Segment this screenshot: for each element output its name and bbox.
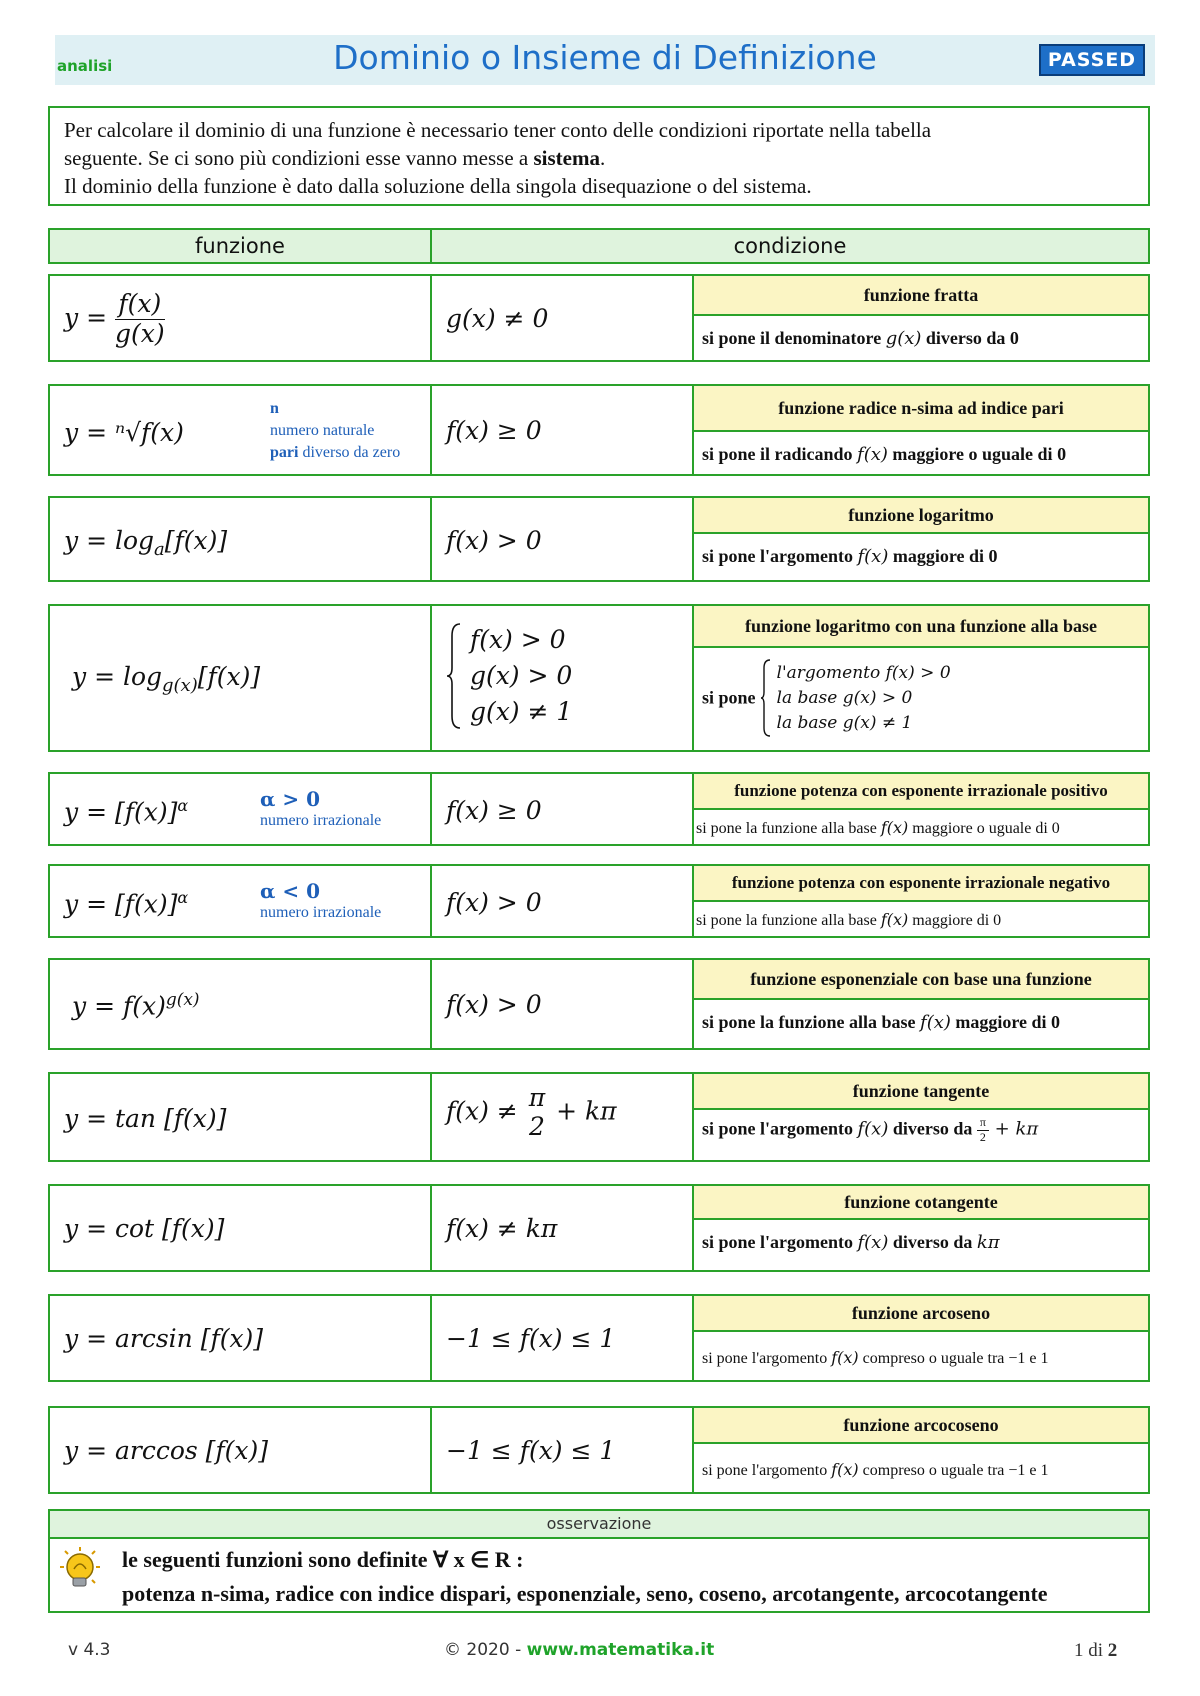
brace-icon — [760, 658, 772, 738]
note-body: si pone la funzione alla base f(x) maggiore o uguale di 0 — [696, 818, 1060, 837]
condition-cell — [432, 276, 694, 360]
function-formula: y = $\frac{f(x)}{g(x)}$ — [64, 289, 165, 348]
table-row — [48, 864, 1150, 938]
note-cell — [694, 1408, 1148, 1492]
note-title: funzione logaritmo — [694, 498, 1148, 534]
condition-formula: f(x) ≠ kπ — [446, 1214, 558, 1243]
table-row — [48, 496, 1150, 582]
condition-formula: −1 ≤ f(x) ≤ 1 — [446, 1436, 616, 1465]
condition-cell — [432, 386, 694, 474]
observation-title: osservazione — [50, 1511, 1148, 1539]
condition-cell — [432, 498, 694, 580]
function-formula: y = cot [f(x)] — [64, 1214, 225, 1243]
note-title: funzione arcoseno — [694, 1296, 1148, 1332]
note-body: si pone l'argomento f(x) compreso o uguale tra −1 e 1 — [702, 1348, 1049, 1367]
function-cell — [50, 960, 432, 1048]
condition-formula: g(x) ≠ 0 — [446, 304, 549, 333]
condition-cell — [432, 774, 694, 844]
note-title: funzione tangente — [694, 1074, 1148, 1110]
note-body: si pone la funzione alla base f(x) maggiore di 0 — [702, 1012, 1061, 1033]
page-title: Dominio o Insieme di Definizione — [333, 38, 877, 77]
note-body: si pone l'argomento f(x) diverso da $\frac{\pi}{2}$ + kπ — [702, 1115, 1039, 1144]
note-body: si pone l'argomento f(x) > 0 la base g(x) > 0 la base g(x) ≠ 1 — [702, 658, 1144, 738]
function-cell — [50, 1186, 432, 1270]
function-cell — [50, 1408, 432, 1492]
observation-box — [48, 1509, 1150, 1613]
footer-version: v 4.3 — [68, 1640, 111, 1660]
function-formula: $y = \log_a[f(x)]$ — [64, 526, 228, 560]
note-title: funzione cotangente — [694, 1186, 1148, 1220]
side-note: n numero naturale pari diverso da zero — [270, 400, 401, 461]
note-body: si pone l'argomento f(x) diverso da kπ — [702, 1232, 1000, 1253]
function-cell — [50, 1074, 432, 1160]
note-title: funzione potenza con esponente irrazionale positivo — [694, 774, 1148, 810]
note-cell — [694, 276, 1148, 360]
footer-page: 1 di 2 — [1074, 1640, 1118, 1661]
table-row — [48, 772, 1150, 846]
header-funzione: funzione — [50, 230, 432, 262]
function-cell — [50, 1296, 432, 1380]
table-row — [48, 1072, 1150, 1162]
note-cell — [694, 1074, 1148, 1160]
condition-formula: f(x) > 0 — [446, 888, 542, 917]
side-note: α < 0 numero irrazionale — [260, 879, 382, 921]
condition-system: f(x) > 0 g(x) > 0 g(x) ≠ 1 — [446, 622, 572, 730]
note-title: funzione logaritmo con una funzione alla base — [694, 606, 1148, 648]
section-label: analisi — [57, 57, 113, 75]
passed-badge: PASSED — [1039, 44, 1145, 76]
condition-formula: f(x) ≥ 0 — [446, 796, 542, 825]
function-formula: y = arccos [f(x)] — [64, 1436, 269, 1465]
note-cell — [694, 1186, 1148, 1270]
condition-formula: −1 ≤ f(x) ≤ 1 — [446, 1324, 616, 1353]
brace-icon — [446, 622, 462, 730]
table-row — [48, 1184, 1150, 1272]
note-cell — [694, 498, 1148, 580]
table-row — [48, 274, 1150, 362]
condition-cell — [432, 866, 694, 936]
function-formula: y = ⁿ√f(x) — [64, 418, 184, 447]
table-row — [48, 1294, 1150, 1382]
note-body: si pone l'argomento f(x) compreso o uguale tra −1 e 1 — [702, 1460, 1049, 1479]
note-cell — [694, 960, 1148, 1048]
note-title: funzione arcocoseno — [694, 1408, 1148, 1444]
note-title: funzione radice n-sima ad indice pari — [694, 386, 1148, 432]
side-note: α > 0 numero irrazionale — [260, 787, 382, 829]
note-cell — [694, 1296, 1148, 1380]
intro-line-1: Per calcolare il dominio di una funzione è necessario tener conto delle condizioni riportate nella tabella — [64, 118, 932, 142]
table-row — [48, 384, 1150, 476]
function-cell — [50, 606, 432, 750]
table-header — [48, 228, 1150, 264]
intro-line-3: Il dominio della funzione è dato dalla soluzione della singola disequazione o del sistema. — [64, 174, 812, 198]
function-cell — [50, 774, 432, 844]
note-cell — [694, 866, 1148, 936]
observation-line-1: le seguenti funzioni sono definite ∀ x ∈ R : — [122, 1547, 524, 1572]
function-cell — [50, 386, 432, 474]
condition-cell — [432, 1408, 694, 1492]
lightbulb-icon — [58, 1545, 106, 1593]
table-row — [48, 604, 1150, 752]
condition-cell — [432, 1074, 694, 1160]
note-cell — [694, 606, 1148, 750]
function-formula: y = tan [f(x)] — [64, 1104, 227, 1133]
condition-cell — [432, 1296, 694, 1380]
condition-formula: f(x) ≥ 0 — [446, 416, 542, 445]
function-formula: $y = [f(x)]^\alpha$ — [64, 888, 189, 919]
note-cell — [694, 774, 1148, 844]
note-body: si pone il radicando f(x) maggiore o uguale di 0 — [702, 444, 1067, 465]
condition-formula: f(x) > 0 — [446, 990, 542, 1019]
condition-formula: f(x) ≠ π 2 + kπ — [446, 1083, 617, 1141]
note-body: si pone il denominatore g(x) diverso da 0 — [702, 328, 1019, 349]
function-formula: $y = \log_{g(x)}[f(x)]$ — [72, 662, 261, 696]
footer-copyright: © 2020 - www.matematika.it — [444, 1640, 715, 1660]
intro-box — [48, 106, 1150, 206]
note-body: si pone l'argomento f(x) maggiore di 0 — [702, 546, 998, 567]
condition-cell — [432, 960, 694, 1048]
table-row — [48, 1406, 1150, 1494]
function-formula: $y = [f(x)]^\alpha$ — [64, 796, 189, 827]
note-cell — [694, 386, 1148, 474]
note-title: funzione potenza con esponente irrazionale negativo — [694, 866, 1148, 902]
observation-line-2: potenza n-sima, radice con indice dispari, esponenziale, seno, coseno, arcotangente, arcocotangente — [122, 1581, 1048, 1606]
function-formula: $y = f(x)^{g(x)}$ — [72, 990, 200, 1021]
header-condizione: condizione — [733, 234, 847, 258]
condition-formula: f(x) > 0 — [446, 526, 542, 555]
note-body: si pone la funzione alla base f(x) maggiore di 0 — [696, 910, 1002, 929]
table-row — [48, 958, 1150, 1050]
intro-line-2: seguente. Se ci sono più condizioni esse vanno messe a sistema. — [64, 146, 606, 170]
function-formula: y = arcsin [f(x)] — [64, 1324, 264, 1353]
page-header — [55, 35, 1155, 85]
note-title: funzione fratta — [694, 276, 1148, 316]
note-title: funzione esponenziale con base una funzione — [694, 960, 1148, 1000]
function-cell — [50, 276, 432, 360]
condition-cell — [432, 606, 694, 750]
function-cell — [50, 866, 432, 936]
site-link[interactable]: www.matematika.it — [526, 1640, 715, 1660]
function-cell — [50, 498, 432, 580]
condition-cell — [432, 1186, 694, 1270]
